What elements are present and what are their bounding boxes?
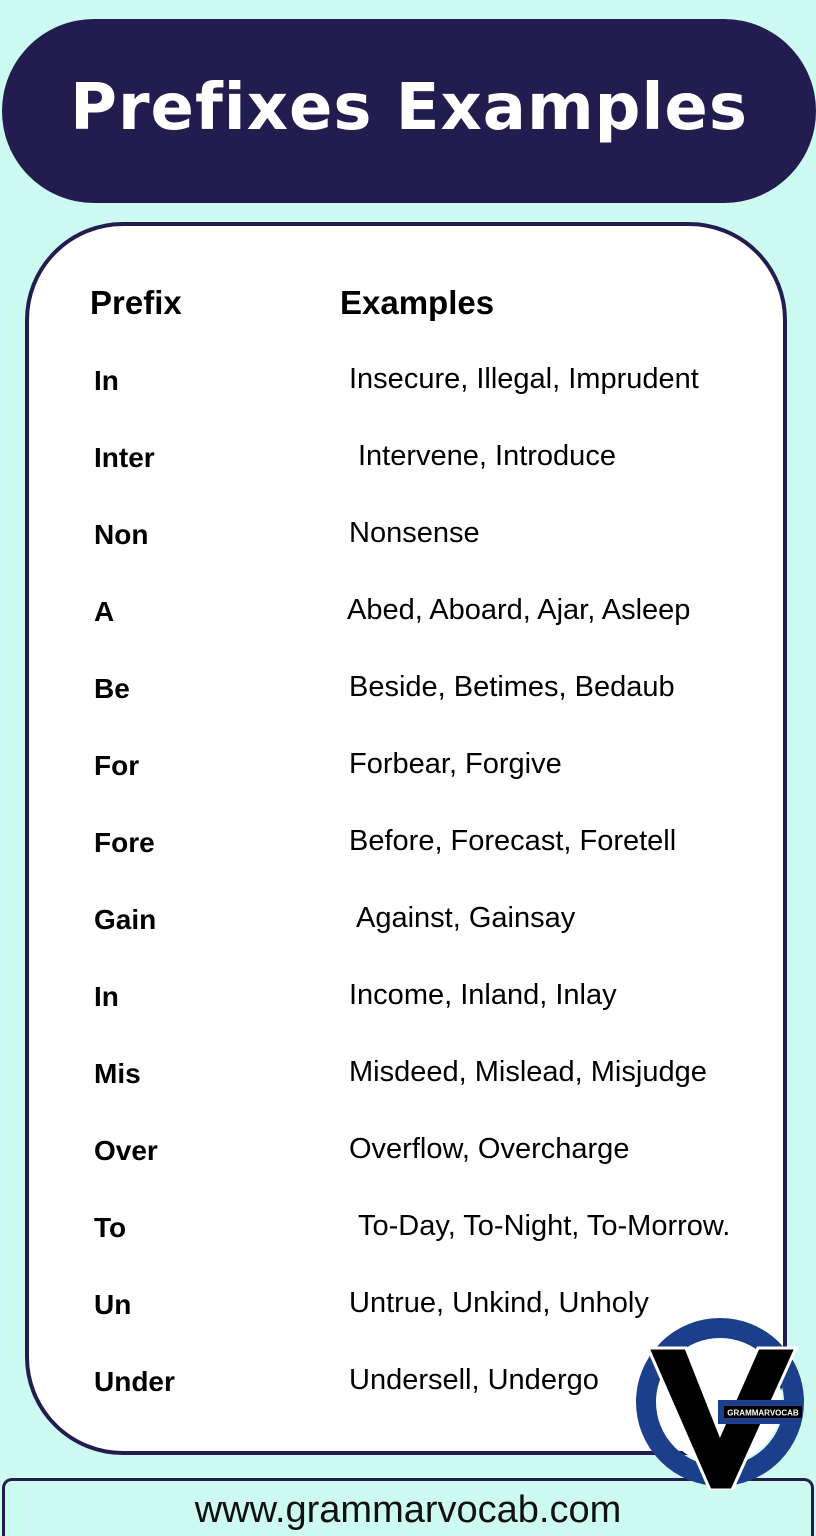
- column-header-prefix: Prefix: [90, 284, 182, 321]
- page-title: Prefixes Examples: [70, 71, 748, 145]
- row-examples: Insecure, Illegal, Imprudent: [349, 363, 699, 395]
- row-prefix: Under: [94, 1366, 175, 1397]
- row-examples: Before, Forecast, Foretell: [349, 825, 677, 857]
- row-prefix: Mis: [94, 1058, 141, 1089]
- row-examples: To-Day, To-Night, To-Morrow.: [358, 1210, 731, 1242]
- row-prefix: For: [94, 750, 140, 781]
- row-prefix: Be: [94, 673, 130, 704]
- row-examples: Undersell, Undergo: [349, 1364, 599, 1396]
- row-examples: Overflow, Overcharge: [349, 1133, 630, 1165]
- row-prefix: Gain: [94, 904, 157, 935]
- website-url[interactable]: www.grammarvocab.com: [194, 1489, 622, 1531]
- row-examples: Nonsense: [349, 517, 480, 549]
- row-prefix: Over: [94, 1135, 158, 1166]
- column-header-examples: Examples: [340, 284, 495, 321]
- row-prefix: To: [94, 1212, 127, 1243]
- row-examples: Intervene, Introduce: [358, 440, 616, 472]
- row-prefix: In: [94, 365, 119, 396]
- row-examples: Against, Gainsay: [356, 902, 576, 934]
- row-examples: Misdeed, Mislead, Misjudge: [349, 1056, 707, 1088]
- prefix-table: [25, 222, 787, 1455]
- row-examples: Income, Inland, Inlay: [349, 979, 617, 1011]
- row-examples: Forbear, Forgive: [349, 748, 562, 780]
- row-examples: Untrue, Unkind, Unholy: [349, 1287, 649, 1319]
- row-examples: Abed, Aboard, Ajar, Asleep: [347, 594, 691, 626]
- row-prefix: Non: [94, 519, 149, 550]
- title-banner: [2, 19, 816, 203]
- row-prefix: Inter: [94, 442, 155, 473]
- row-prefix: In: [94, 981, 119, 1012]
- logo-text: GRAMMARVOCAB: [727, 1408, 799, 1418]
- row-prefix: A: [94, 596, 115, 627]
- row-prefix: Fore: [94, 827, 155, 858]
- grammarvocab-logo-icon: [628, 1310, 812, 1490]
- row-examples: Beside, Betimes, Bedaub: [349, 671, 675, 703]
- row-prefix: Un: [94, 1289, 132, 1320]
